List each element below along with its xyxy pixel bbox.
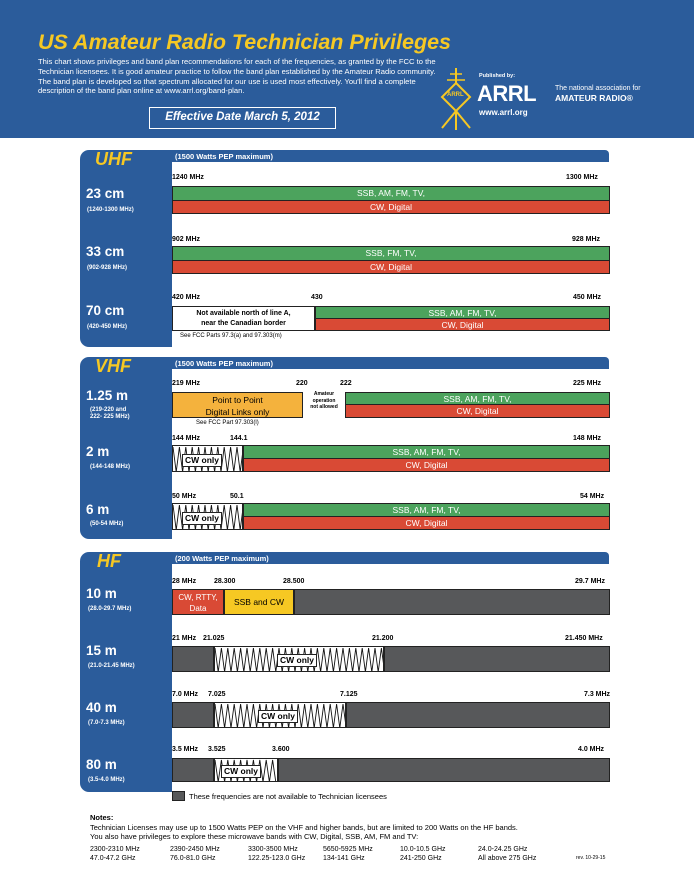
band-15m-unavailable-low <box>172 646 214 672</box>
band-10m-label: 10 m <box>86 586 117 601</box>
freq-3525: 3.525 <box>208 746 226 753</box>
freq-222: 222 <box>340 380 352 387</box>
band-70cm-phone-segment: SSB, AM, FM, TV, <box>315 306 610 319</box>
band-80m-cw-label: CW only <box>221 765 261 778</box>
freq-902: 902 MHz <box>172 236 201 243</box>
freq-40: 4.0 MHz <box>578 746 605 753</box>
uhf-power: (1500 Watts PEP maximum) <box>175 152 273 161</box>
freq-54: 54 MHz <box>580 493 605 500</box>
freq-28300: 28.300 <box>214 578 236 585</box>
published-by: Published by: <box>479 73 516 79</box>
band-125m-label: 1.25 m <box>86 388 129 403</box>
band-125m-range-1: (219-220 and <box>90 407 127 413</box>
microwave-band: 47.0-47.2 GHz <box>90 855 136 862</box>
band-70cm-cw-segment: CW, Digital <box>315 318 610 331</box>
band-15m-label: 15 m <box>86 643 117 658</box>
band-40m-cw-zigzag <box>214 702 346 728</box>
freq-70: 7.0 MHz <box>172 691 199 698</box>
freq-7025: 7.025 <box>208 691 226 698</box>
freq-7125: 7.125 <box>340 691 358 698</box>
band-10m-range: (28.0-29.7 MHz) <box>88 606 132 612</box>
not-available-line1: Not available north of line A, <box>196 310 291 317</box>
freq-21200: 21.200 <box>372 635 394 642</box>
microwave-band: 134-141 GHz <box>323 855 365 862</box>
band-15m-cw-label: CW only <box>277 654 317 667</box>
rtty-line1: CW, RTTY, <box>178 593 218 602</box>
band-125m-not-allowed-note <box>305 391 343 411</box>
band-2m-cw-zigzag <box>172 445 243 472</box>
ptp-line2: Digital Links only <box>205 407 270 417</box>
intro-text: This chart shows privileges and band plan recommendations for each of the frequencies, as granted by the FCC to the Technician licensees. It is good amateur practice to follow the band plan established by the Amateur Radio community. The band plan is developed so that spectrum allocated for our use is used most effectively. You'll find a complete description of the band plan online at www.arrl.org/band-plan. <box>38 57 436 96</box>
page-title: US Amateur Radio Technician Privileges <box>38 30 452 54</box>
band-2m-phone-segment: SSB, AM, FM, TV, <box>243 445 610 459</box>
microwave-band: 24.0-24.25 GHz <box>478 846 528 853</box>
not-allowed-line1: Amateur <box>313 391 335 397</box>
band-80m-unavailable-low <box>172 758 214 782</box>
logo-letters: ARRL <box>447 92 464 98</box>
freq-148: 148 MHz <box>573 435 602 442</box>
freq-501: 50.1 <box>230 493 244 500</box>
fcc-note-125m: See FCC Part 97.303(l) <box>196 420 259 426</box>
band-70cm-label: 70 cm <box>86 303 125 318</box>
freq-1240: 1240 MHz <box>172 174 204 181</box>
not-allowed-line2: operation <box>312 397 336 404</box>
microwave-col-4 <box>323 845 373 863</box>
freq-73: 7.3 MHz <box>584 691 611 698</box>
revision-date: rev. 10-29-15 <box>576 855 606 861</box>
band-80m-label: 80 m <box>86 757 117 772</box>
legend-gray-swatch <box>172 791 185 801</box>
freq-28: 28 MHz <box>172 578 197 585</box>
band-80m-cw-zigzag <box>214 758 278 782</box>
freq-35: 3.5 MHz <box>172 746 199 753</box>
band-33cm-range: (902-928 MHz) <box>87 265 128 271</box>
freq-144: 144 MHz <box>172 435 201 442</box>
microwave-col-2 <box>170 845 220 863</box>
arrl-wordmark: ARRL <box>477 81 537 106</box>
band-80m-range: (3.5-4.0 MHz) <box>88 777 125 783</box>
vhf-power: (1500 Watts PEP maximum) <box>175 359 273 368</box>
band-40m-unavailable-low <box>172 702 214 728</box>
effective-date: Effective Date March 5, 2012 <box>149 107 336 129</box>
band-125m-range-2: 222- 225 MHz) <box>90 414 130 420</box>
microwave-col-1 <box>90 845 140 863</box>
band-6m-phone-segment: SSB, AM, FM, TV, <box>243 503 610 517</box>
band-6m-cw-label: CW only <box>182 512 222 525</box>
band-10m-ssb-segment: SSB and CW <box>224 589 294 615</box>
microwave-band: 2300-2310 MHz <box>90 846 140 853</box>
microwave-band: 2390-2450 MHz <box>170 846 220 853</box>
notes-heading: Notes: <box>90 813 114 822</box>
band-2m-label: 2 m <box>86 444 110 459</box>
band-40m-unavailable-high <box>346 702 610 728</box>
notes-line2: You also have privileges to explore these microwave bands with CW, Digital, SSB, AM, FM and TV: <box>90 832 419 841</box>
band-40m-cw-label: CW only <box>258 710 298 723</box>
band-125m-point-to-point-box <box>172 392 303 418</box>
not-available-line2: near the Canadian border <box>201 320 286 327</box>
band-15m-unavailable-high <box>384 646 610 672</box>
microwave-col-5 <box>400 845 446 863</box>
band-125m-cw-segment: CW, Digital <box>345 404 610 418</box>
microwave-band: 5650-5925 MHz <box>323 846 373 853</box>
band-23cm-phone-segment: SSB, AM, FM, TV, <box>172 186 610 201</box>
band-23cm-label: 23 cm <box>86 186 125 201</box>
microwave-col-3 <box>248 845 305 863</box>
band-2m-cw-label: CW only <box>182 454 222 467</box>
legend-text: These frequencies are not available to Technician licensees <box>189 792 387 801</box>
band-15m-cw-zigzag <box>214 646 384 672</box>
freq-430: 430 <box>311 294 323 301</box>
freq-1300: 1300 MHz <box>566 174 598 181</box>
vhf-name: VHF <box>95 356 131 376</box>
band-23cm-cw-segment: CW, Digital <box>172 200 610 214</box>
band-23cm-range: (1240-1300 MHz) <box>87 207 134 213</box>
freq-28500: 28.500 <box>283 578 305 585</box>
band-40m-range: (7.0-7.3 MHz) <box>88 720 125 726</box>
freq-21: 21 MHz <box>172 635 197 642</box>
band-70cm-not-available-box <box>172 306 315 331</box>
band-125m-phone-segment: SSB, AM, FM, TV, <box>345 392 610 405</box>
band-10m-rtty-segment <box>172 589 224 615</box>
microwave-band: 3300-3500 MHz <box>248 846 298 853</box>
microwave-band: 241-250 GHz <box>400 855 442 862</box>
website-link[interactable]: www.arrl.org <box>479 108 528 117</box>
notes-line1: Technician Licenses may use up to 1500 Watts PEP on the VHF and higher bands, but are limited to 200 Watts on the HF bands. <box>90 823 518 832</box>
band-6m-label: 6 m <box>86 502 110 517</box>
fcc-note-70cm: See FCC Parts 97.3(a) and 97.303(m) <box>180 333 282 339</box>
band-2m-cw-segment: CW, Digital <box>243 458 610 472</box>
hf-power: (200 Watts PEP maximum) <box>175 554 269 563</box>
microwave-band: All above 275 GHz <box>478 855 537 862</box>
freq-219: 219 MHz <box>172 380 201 387</box>
microwave-col-6 <box>478 845 536 863</box>
freq-225: 225 MHz <box>573 380 602 387</box>
freq-21450: 21.450 MHz <box>565 635 603 642</box>
band-70cm-range: (420-450 MHz) <box>87 324 128 330</box>
microwave-band: 10.0-10.5 GHz <box>400 846 446 853</box>
freq-450: 450 MHz <box>573 294 602 301</box>
band-15m-range: (21.0-21.45 MHz) <box>88 663 135 669</box>
freq-297: 29.7 MHz <box>575 578 605 585</box>
freq-50: 50 MHz <box>172 493 197 500</box>
not-allowed-line3: not allowed <box>310 404 338 410</box>
ptp-line1: Point to Point <box>212 395 263 405</box>
freq-1441: 144.1 <box>230 435 248 442</box>
band-33cm-cw-segment: CW, Digital <box>172 260 610 274</box>
freq-21025: 21.025 <box>203 635 225 642</box>
band-40m-label: 40 m <box>86 700 117 715</box>
band-6m-range: (50-54 MHz) <box>90 521 124 527</box>
band-6m-cw-zigzag <box>172 503 243 530</box>
band-33cm-label: 33 cm <box>86 244 125 259</box>
tagline-small: The national association for <box>555 85 641 92</box>
freq-420: 420 MHz <box>172 294 201 301</box>
band-80m-unavailable-high <box>278 758 610 782</box>
freq-220: 220 <box>296 380 308 387</box>
microwave-band: 76.0-81.0 GHz <box>170 855 216 862</box>
band-2m-range: (144-148 MHz) <box>90 464 131 470</box>
freq-3600: 3.600 <box>272 746 290 753</box>
band-10m-unavailable-segment <box>294 589 610 615</box>
tagline-big: AMATEUR RADIO® <box>555 93 633 103</box>
freq-928: 928 MHz <box>572 236 601 243</box>
band-33cm-phone-segment: SSB, FM, TV, <box>172 246 610 261</box>
arrl-diamond-logo-icon <box>438 66 474 132</box>
microwave-band: 122.25-123.0 GHz <box>248 855 306 862</box>
uhf-name: UHF <box>95 149 132 169</box>
hf-name: HF <box>97 551 121 571</box>
band-6m-cw-segment: CW, Digital <box>243 516 610 530</box>
rtty-line2: Data <box>189 604 207 613</box>
